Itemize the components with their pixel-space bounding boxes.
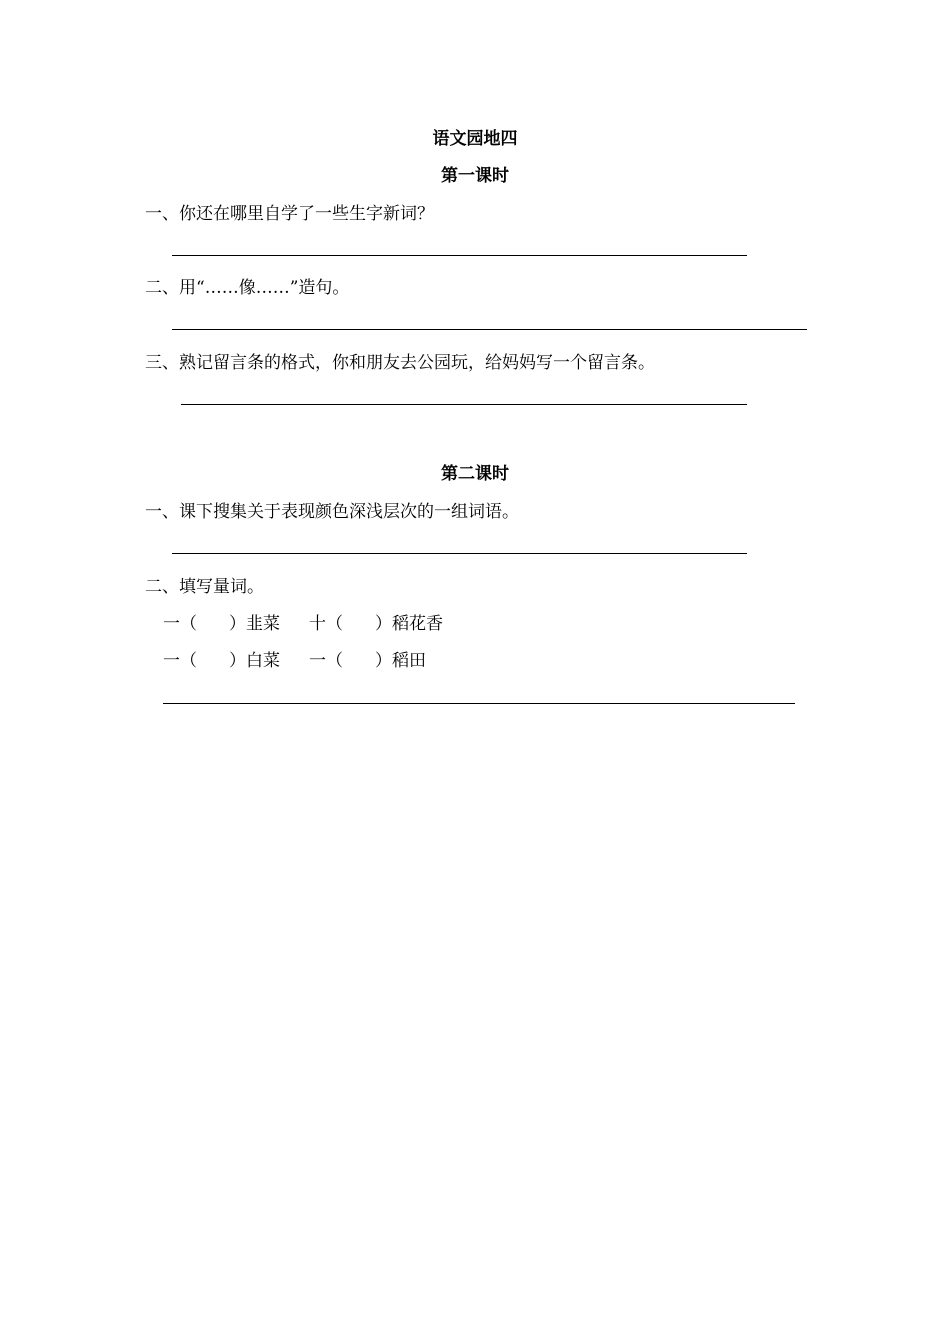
blank-prefix: 一（ — [163, 651, 197, 671]
blank-suffix: ）韭菜 — [229, 614, 280, 634]
blank-prefix: 一（ — [309, 651, 343, 671]
lesson1-question-2: 二、用“……像……”造句。 — [145, 278, 350, 298]
answer-line-2 — [172, 329, 807, 330]
blank-suffix: ）稻花香 — [375, 614, 443, 634]
lesson1-question-3: 三、熟记留言条的格式，你和朋友去公园玩，给妈妈写一个留言条。 — [145, 353, 655, 373]
blank-suffix: ）白菜 — [229, 651, 280, 671]
blank-prefix: 一（ — [163, 614, 197, 634]
measure-word-row-1 — [163, 609, 443, 634]
measure-word-row-2 — [163, 646, 426, 671]
answer-line-4 — [172, 553, 747, 554]
lesson1-heading: 第一课时 — [441, 166, 509, 186]
answer-line-5 — [163, 703, 795, 704]
lesson2-question-2: 二、填写量词。 — [145, 577, 264, 597]
answer-line-1 — [172, 255, 747, 256]
lesson2-heading: 第二课时 — [441, 464, 509, 484]
lesson1-question-1: 一、你还在哪里自学了一些生字新词？ — [145, 204, 434, 224]
answer-line-3 — [181, 404, 747, 405]
lesson2-question-1: 一、课下搜集关于表现颜色深浅层次的一组词语。 — [145, 502, 519, 522]
blank-prefix: 十（ — [309, 614, 343, 634]
document-title: 语文园地四 — [432, 129, 518, 149]
blank-suffix: ）稻田 — [375, 651, 426, 671]
